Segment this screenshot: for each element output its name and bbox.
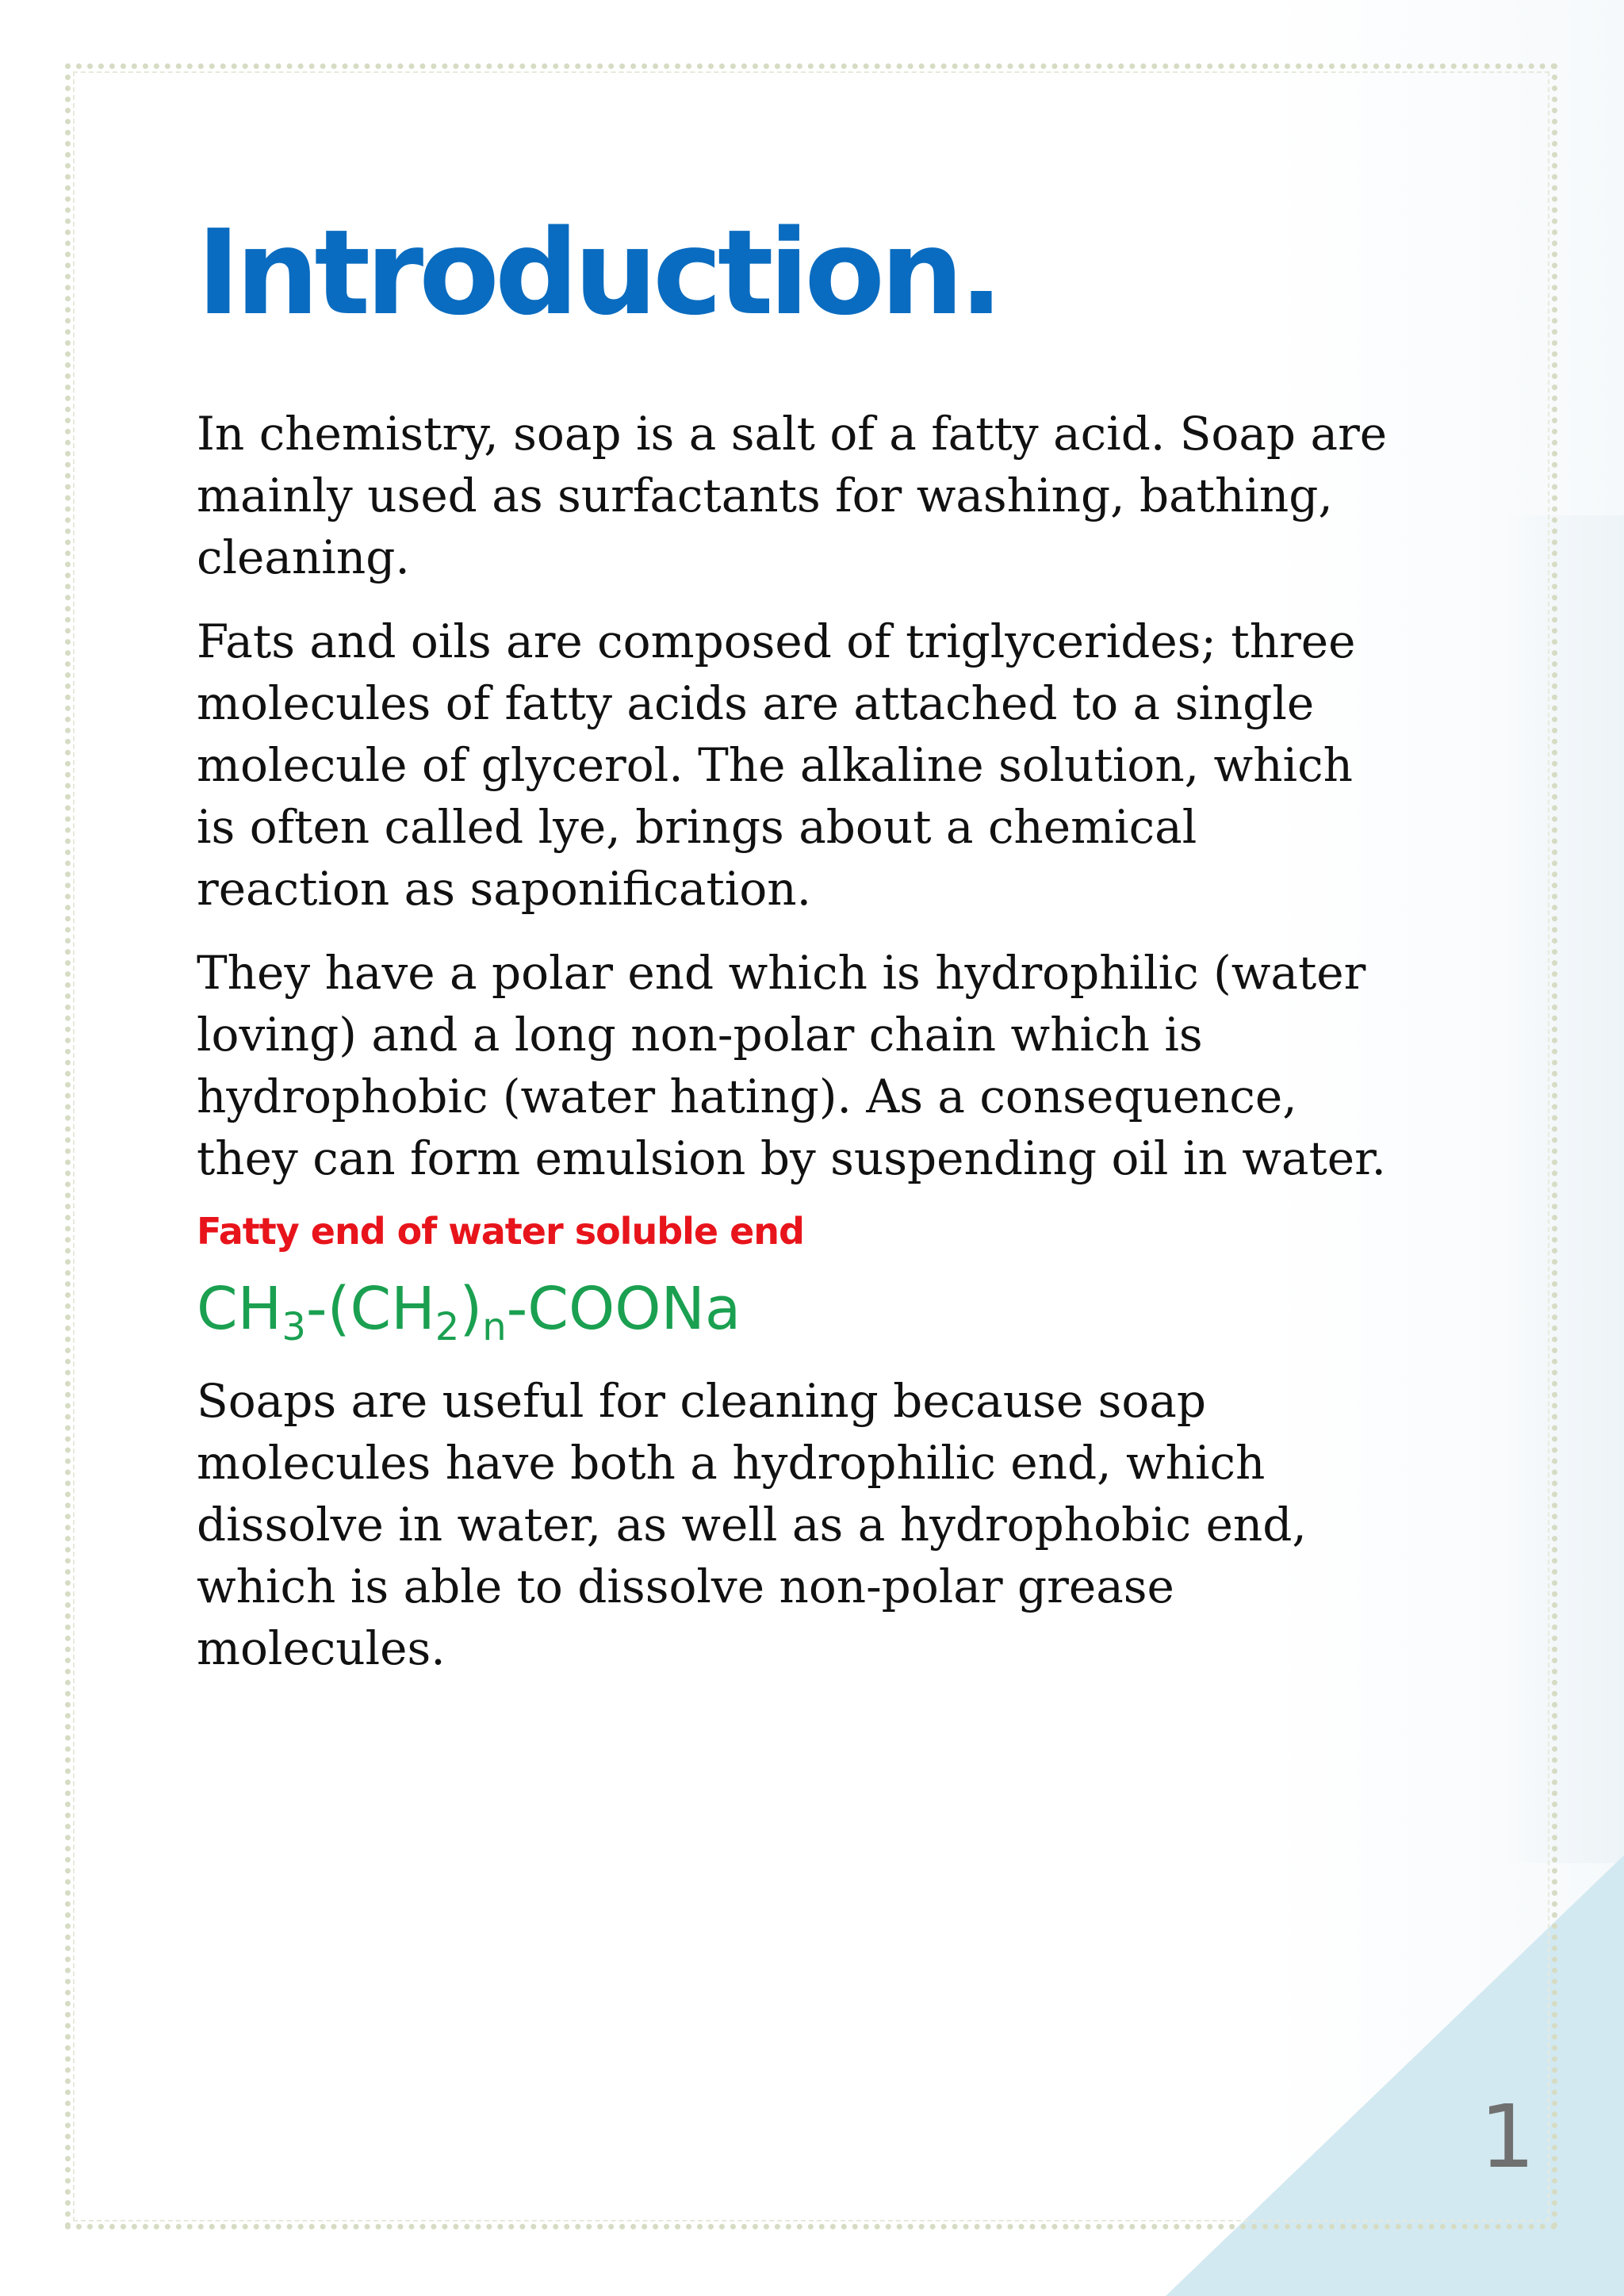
paragraph-4: Soaps are useful for cleaning because soap molecules have both a hydrophilic end, which dissolve in water, as well as a hydrophobic end, which is able to dissolve non-polar grease molecules. — [197, 1374, 1307, 1675]
paragraph-3: They have a polar end which is hydrophilic (water loving) and a long non-polar chain which is hydrophobic (water hating). As a consequence, they can form emulsion by suspending oil in water. — [197, 946, 1386, 1185]
formula-subscript-2: 2 — [435, 1305, 460, 1349]
formula-part-2: -(CH — [305, 1275, 435, 1343]
formula-subscript-1: 3 — [282, 1305, 306, 1349]
chemical-formula — [197, 1275, 1418, 1349]
formula-part-3: ) — [459, 1275, 483, 1343]
formula-subscript-3: n — [482, 1305, 507, 1349]
fatty-end-label: Fatty end of water soluble end — [197, 1210, 804, 1253]
page-number: 1 — [1480, 2086, 1535, 2187]
formula-part-1: CH — [197, 1275, 282, 1343]
paragraph-2: Fats and oils are composed of triglycerides; three molecules of fatty acids are attached to a single molecule of glycerol. The alkaline solution, which is often called lye, brings about a chemical reaction as saponification. — [197, 614, 1356, 916]
paragraph-1: In chemistry, soap is a salt of a fatty acid. Soap are mainly used as surfactants for washing, bathing, cleaning. — [197, 407, 1388, 584]
page-title: Introduction. — [197, 205, 999, 341]
page-content — [197, 190, 1418, 1679]
formula-part-4: -COONa — [506, 1275, 741, 1343]
